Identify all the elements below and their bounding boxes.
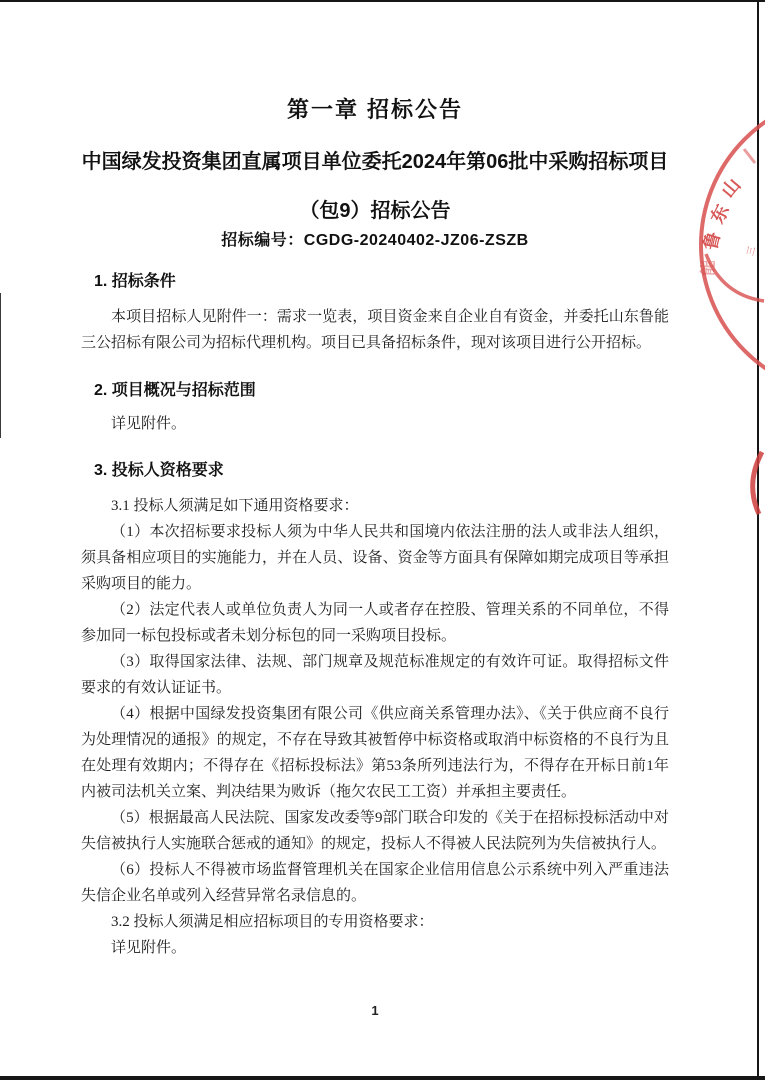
chapter-title: 第一章 招标公告 [286,97,464,122]
section-body [81,493,669,961]
seal-partial-stroke [744,149,755,163]
seal-inner-arc [706,254,764,301]
seal-char-small: 三 [745,245,757,257]
paragraph: 详见附件。 [111,940,187,956]
section-body [81,411,669,437]
paragraph: （4）根据中国绿发投资集团有限公司《供应商关系管理办法》、《关于供应商不良行为处理情况的通报》的规定，不存在导致其被暂停中标资格或取消中标资格的不良行为且在处理有效期内；不得存在《招标投标法》第53条所列违法行为，不得存在开标日前1年内被司法机关立案、判决结果为败诉（拖欠农民工工资）并承担主要责任。 [81,706,669,800]
section-project-overview [81,380,669,437]
seal-char: 鲁 [700,229,724,253]
scan-edge-bottom [0,1076,765,1080]
document-title-line2: （包9）招标公告 [299,200,451,222]
scan-edge-right [757,0,759,1080]
section-tender-conditions [81,271,669,356]
paragraph: （2）法定代表人或单位负责人为同一人或者存在控股、管理关系的不同单位，不得参加同一标包投标或者未划分标包的同一采购项目投标。 [81,602,669,644]
document-title [81,138,669,236]
scan-edge-left [0,293,1,438]
section-heading: 3. 投标人资格要求 [94,462,224,479]
section-bidder-qualifications [81,460,669,961]
paragraph: 3.2 投标人须满足相应招标项目的专用资格要求： [111,914,434,930]
paragraph: （5）根据最高人民法院、国家发改委等9部门联合印发的《关于在招标投标活动中对失信被执行人实施联合惩戒的通知》的规定，投标人不得被人民法院列为失信被执行人。 [81,810,669,852]
tender-number: 招标编号：CGDG-20240402-JZ06-ZSZB [221,232,529,249]
document-content [81,0,669,961]
company-seal-stamp [685,118,765,523]
section-heading: 1. 招标条件 [94,273,176,290]
seal-outer-ring [701,118,765,395]
paragraph: （1）本次招标要求投标人须为中华人民共和国境内依法注册的法人或非法人组织，须具备相应项目的实施能力，并在人员、设备、资金等方面具有保障如期完成项目等承担采购项目的能力。 [81,524,669,592]
paragraph: 本项目招标人见附件一：需求一览表，项目资金来自企业自有资金，并委托山东鲁能三公招标有限公司为招标代理机构。项目已具备招标条件，现对该项目进行公开招标。 [81,309,669,351]
page-number: 1 [371,1003,379,1018]
section-heading: 2. 项目概况与招标范围 [94,382,256,399]
seal-char: 东 [707,201,733,227]
paragraph: （6）投标人不得被市场监督管理机关在国家企业信用信息公示系统中列入严重违法失信企业名单或列入经营异常名录信息的。 [81,862,669,904]
paragraph: 3.1 投标人须满足如下通用资格要求： [111,498,359,514]
paragraph: （3）取得国家法律、法规、部门规章及规范标准规定的有效许可证。取得招标文件要求的有效认证证书。 [81,654,669,696]
document-title-line1: 中国绿发投资集团直属项目单位委托2024年第06批中采购招标项目 [81,151,669,173]
seal-char: 山 [717,174,745,202]
section-body [81,304,669,356]
seal-char-faint: 能 [700,259,718,277]
paragraph: 详见附件。 [111,416,187,432]
